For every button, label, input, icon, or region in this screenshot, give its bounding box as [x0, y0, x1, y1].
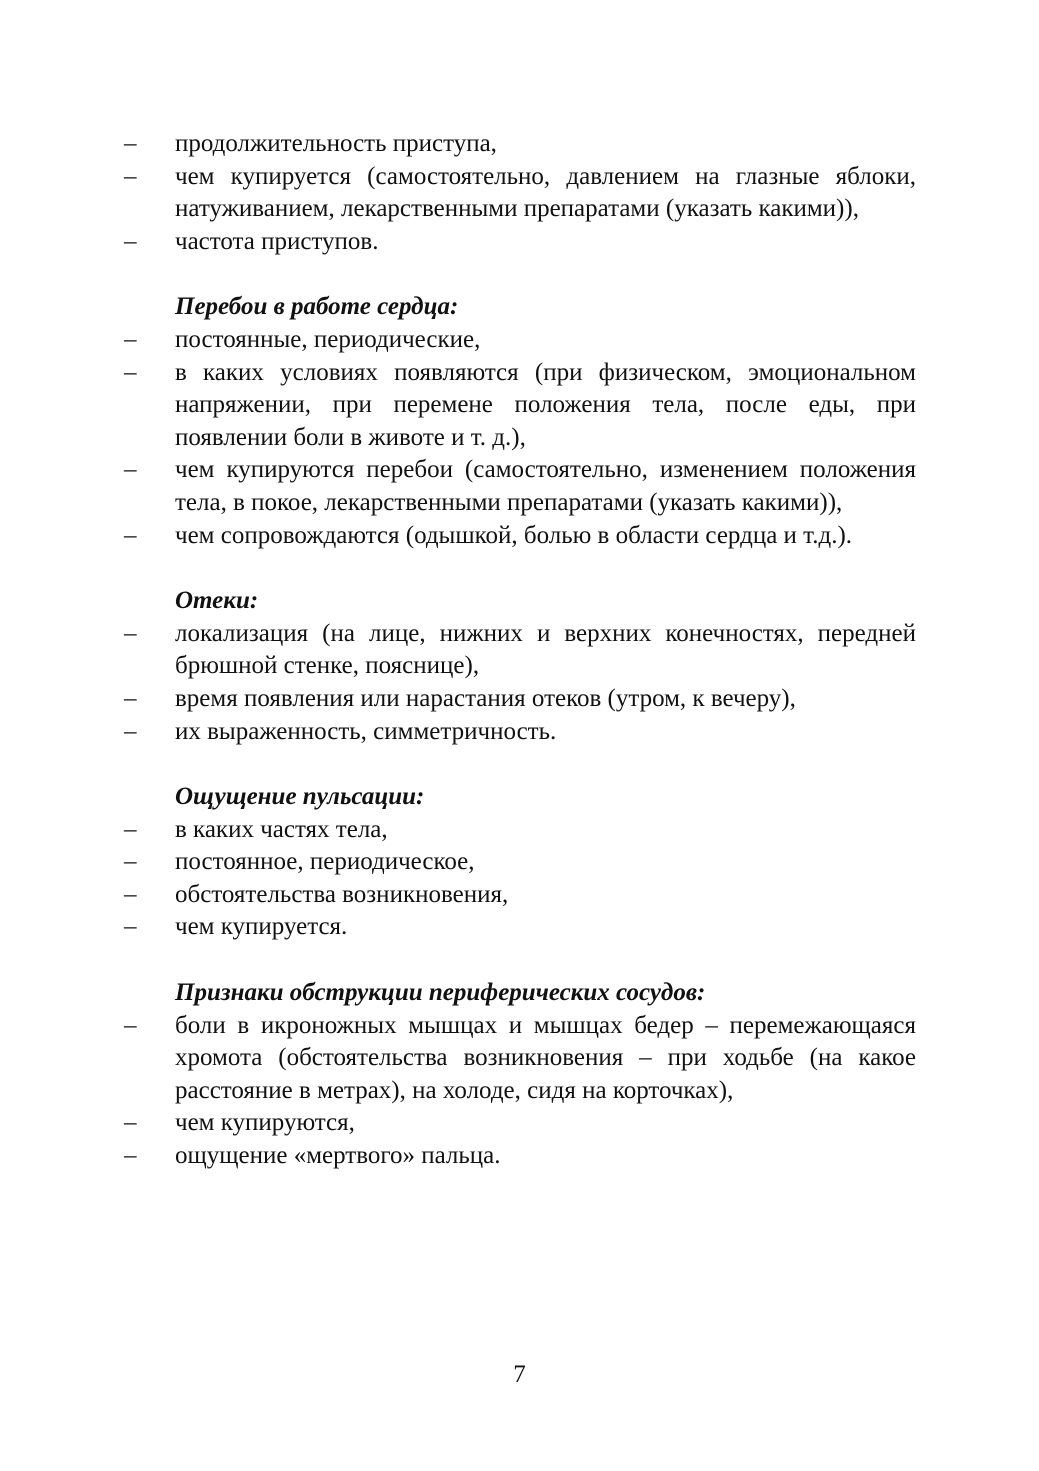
section-heading: Отеки:: [175, 587, 259, 615]
list-item: [122, 1107, 916, 1140]
list-item: [122, 226, 916, 259]
bullet-list: [122, 618, 916, 748]
list-item: [122, 879, 916, 912]
list-dash: –: [124, 358, 137, 386]
list-dash: –: [124, 1011, 137, 1039]
list-item: [122, 161, 916, 226]
text-section: [122, 781, 916, 944]
list-item: [122, 520, 916, 553]
list-item-text: обстоятельства возникновения,: [175, 880, 509, 908]
list-dash: –: [124, 848, 137, 876]
list-item: [122, 683, 916, 716]
list-item-text: их выраженность, симметричность.: [175, 717, 557, 745]
list-dash: –: [124, 815, 137, 843]
list-item-text: чем купируются перебои (самостоятельно, изменением положения тела, в покое, лекарственными препаратами (указать какими)),: [175, 456, 916, 516]
list-item: [122, 814, 916, 847]
list-item-text: частота приступов.: [175, 227, 379, 255]
list-dash: –: [124, 456, 137, 484]
list-item-text: ощущение «мертвого» пальца.: [175, 1142, 501, 1170]
list-item: [122, 128, 916, 161]
section-heading: Признаки обструкции периферических сосудов:: [175, 979, 706, 1007]
bullet-list: [122, 324, 916, 552]
list-dash: –: [124, 227, 137, 255]
list-dash: –: [124, 1142, 137, 1170]
bullet-list: [122, 1010, 916, 1173]
list-item-text: локализация (на лице, нижних и верхних конечностях, передней брюшной стенке, пояснице),: [175, 619, 916, 680]
list-item: [122, 618, 916, 683]
list-item: [122, 911, 916, 944]
list-item-text: постоянные, периодические,: [175, 325, 481, 353]
list-item: [122, 454, 916, 519]
list-item-text: чем купируется.: [175, 913, 348, 941]
list-item-text: боли в икроножных мышцах и мышцах бедер – перемежающаяся хромота (обстоятельства возникновения – при ходьбе (на какое расстояние в метрах), на холоде, сидя на корточках),: [175, 1011, 916, 1104]
page-number: 7: [513, 1361, 526, 1388]
bullet-list: [122, 128, 916, 258]
text-section: [122, 977, 916, 1173]
list-item-text: постоянное, периодическое,: [175, 848, 475, 876]
list-item-text: время появления или нарастания отеков (утром, к вечеру),: [175, 684, 796, 712]
list-item-text: в каких частях тела,: [175, 815, 388, 843]
section-heading: Ощущение пульсации:: [175, 783, 425, 811]
list-item-text: продолжительность приступа,: [175, 130, 497, 157]
list-dash: –: [124, 325, 137, 353]
list-dash: –: [124, 717, 137, 745]
list-item-text: чем купируются,: [175, 1109, 355, 1137]
list-item-text: чем сопровождаются (одышкой, болью в области сердца и т.д.).: [175, 521, 853, 549]
list-dash: –: [124, 162, 137, 190]
list-item-text: в каких условиях появляются (при физическом, эмоциональном напряжении, при перемене положения тела, после еды, при появлении боли в животе и т. д.),: [175, 358, 916, 451]
list-item: [122, 357, 916, 455]
list-dash: –: [124, 130, 137, 157]
list-item: [122, 1140, 916, 1173]
text-section: [122, 585, 916, 748]
page-content: [122, 128, 916, 1173]
list-dash: –: [124, 619, 137, 647]
list-item: [122, 1010, 916, 1108]
list-dash: –: [124, 880, 137, 908]
list-item: [122, 846, 916, 879]
section-heading: Перебои в работе сердца:: [175, 293, 459, 321]
list-item: [122, 324, 916, 357]
list-dash: –: [124, 913, 137, 941]
list-item-text: чем купируется (самостоятельно, давлением на глазные яблоки, натуживанием, лекарственными препаратами (указать какими)),: [175, 162, 916, 223]
list-dash: –: [124, 684, 137, 712]
text-section: [122, 128, 916, 258]
text-section: [122, 291, 916, 552]
list-dash: –: [124, 521, 137, 549]
list-dash: –: [124, 1109, 137, 1137]
bullet-list: [122, 814, 916, 944]
list-item: [122, 716, 916, 749]
